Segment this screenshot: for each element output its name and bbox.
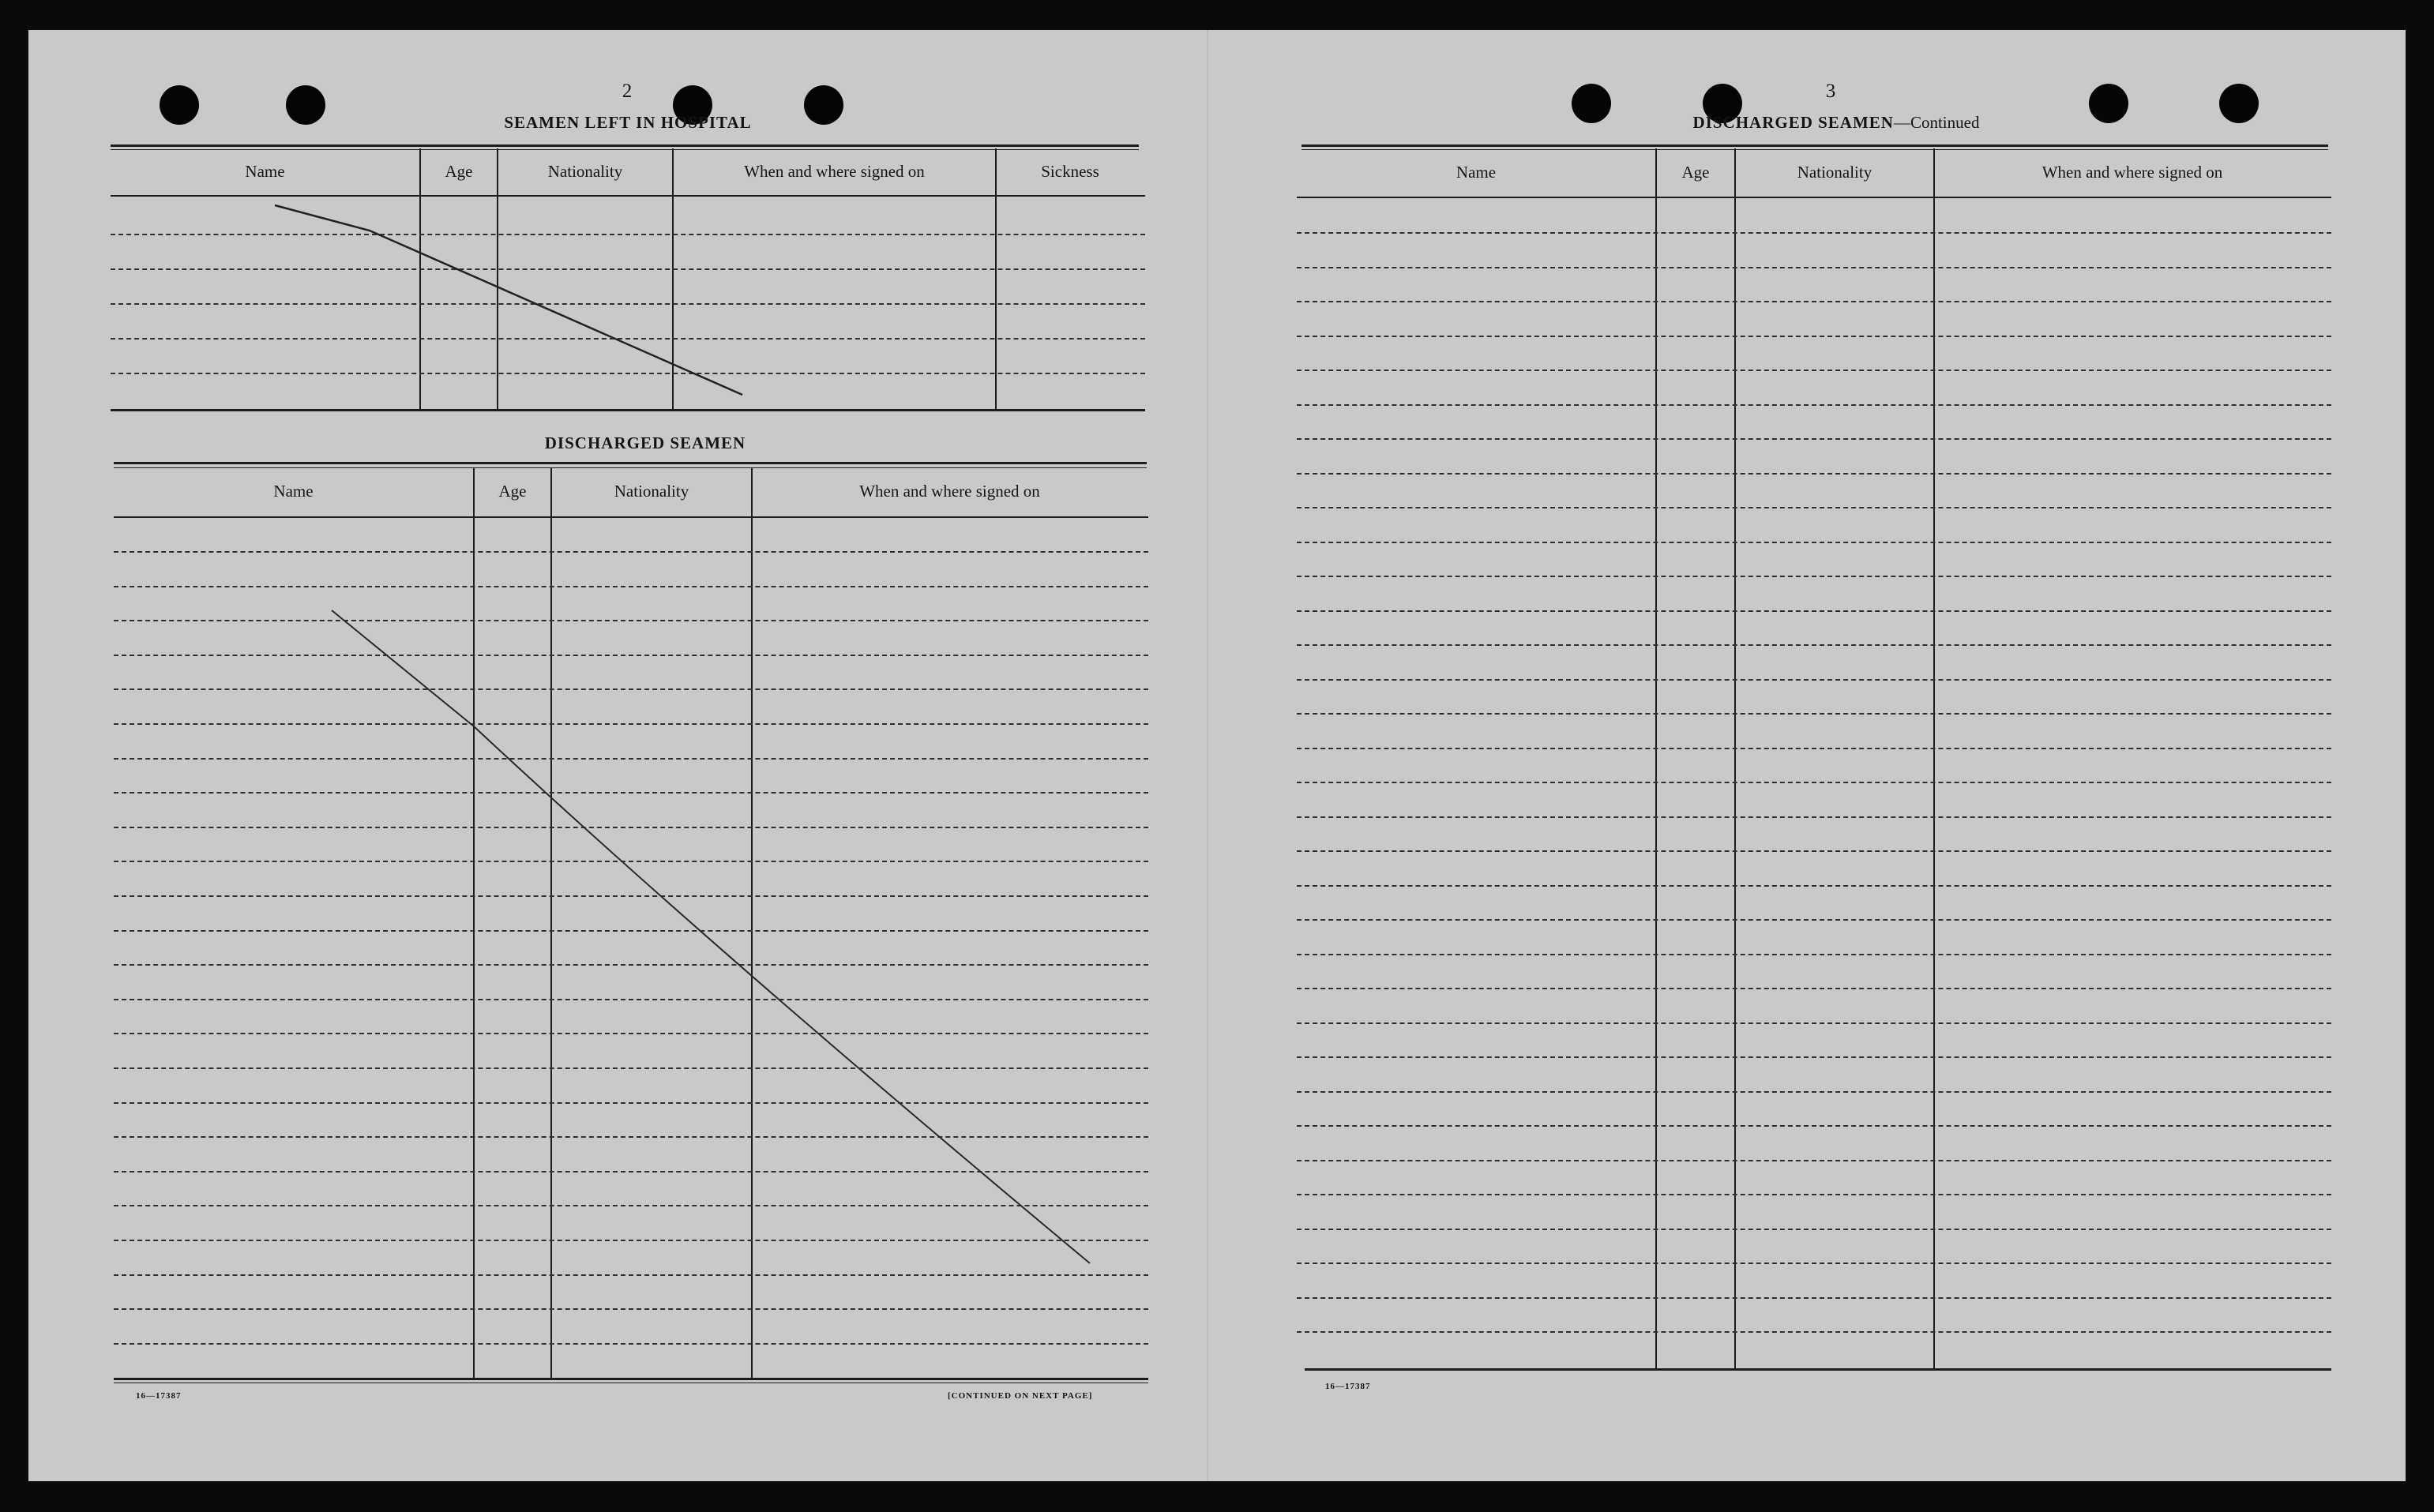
form-number-left: 16—17387 xyxy=(136,1391,182,1401)
hospital-col-name: Name xyxy=(245,162,285,181)
continued-col-name: Name xyxy=(1456,163,1497,182)
continued-col-age: Age xyxy=(1681,163,1710,182)
discharged-strike-line xyxy=(332,610,1090,1263)
discharged-continued-title-main: DISCHARGED SEAMEN xyxy=(1692,113,1894,132)
discharged-col-nationality: Nationality xyxy=(614,482,689,501)
continued-note: [CONTINUED ON NEXT PAGE] xyxy=(948,1391,1093,1401)
discharged-col-signed-on: When and where signed on xyxy=(859,482,1040,501)
hospital-col-nationality: Nationality xyxy=(547,162,623,181)
hospital-col-sickness: Sickness xyxy=(1041,162,1099,181)
page-number-left: 2 xyxy=(622,81,633,102)
discharged-col-name: Name xyxy=(273,482,314,501)
continued-col-nationality: Nationality xyxy=(1797,163,1872,182)
page-number-right: 3 xyxy=(1825,81,1836,102)
discharged-section-title: DISCHARGED SEAMEN xyxy=(544,433,746,452)
form-number-right: 16—17387 xyxy=(1325,1382,1371,1391)
discharged-col-age: Age xyxy=(498,482,527,501)
discharged-continued-suffix: —Continued xyxy=(1893,113,1980,132)
hospital-col-age: Age xyxy=(445,162,473,181)
hospital-section-title: SEAMEN LEFT IN HOSPITAL xyxy=(504,113,752,132)
hospital-strike-line xyxy=(275,205,742,395)
hospital-col-signed-on: When and where signed on xyxy=(744,162,925,181)
continued-col-signed-on: When and where signed on xyxy=(2041,163,2223,182)
